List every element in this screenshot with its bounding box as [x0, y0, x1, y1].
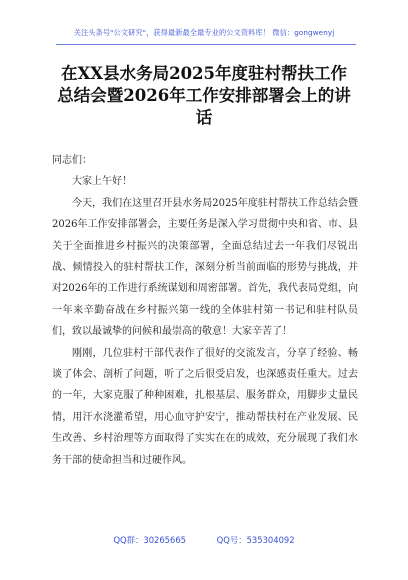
footer-qq-group: QQ群：30265665 [113, 535, 186, 545]
paragraph-2: 刚刚，几位驻村干部代表作了很好的交流发言，分享了经验、畅谈了体会、剖析了问题，听了之后很受启发，也深感责任重大。过去的一年，大家克服了种种困难，扎根基层、服务群众，用脚步丈量民情，用汗水浇灌希望，用心血守护安宁，推动帮扶村在产业发展、民生改善、乡村治理等方面取得了实实在在的成效，充分展现了我们水务干部的使命担当和过硬作风。 [52, 347, 358, 466]
paragraph-1: 今天，我们在这里召开县水务局2025年度驻村帮扶工作总结会暨2026年工作安排部署会，主要任务是深入学习贯彻中央和省、市、县关于全面推进乡村振兴的决策部署，全面总结过去一年我们尽锐出战、倾情投入的驻村帮扶工作，深刻分析当前面临的形势与挑战，并对2026年的工作进行系统谋划和周密部署。首先，我代表局党组，向一年来辛勤奋战在乡村振兴第一线的全体驻村第一书记和驻村队员们，致以最诚挚的问候和最崇高的敬意！大家辛苦了！ [52, 197, 358, 338]
header-promo-note: 关注头条号"公文研究"，获得最新最全最专业的公文资料库！ 微信：gongwenyj [73, 28, 335, 37]
header-divider [56, 44, 356, 45]
title-line-1: 在XX县水务局2025年度驻村帮扶工作 [60, 64, 348, 83]
title-line-3: 话 [195, 108, 213, 127]
document-title [30, 63, 378, 129]
title-line-2: 总结会暨2026年工作安排部署会上的讲 [57, 86, 351, 105]
document-body [52, 150, 358, 471]
footer-qq-number: QQ号：535304092 [216, 535, 295, 545]
greeting: 大家上午好！ [72, 176, 132, 188]
footer-contact [0, 534, 408, 546]
salutation: 同志们： [52, 155, 92, 166]
